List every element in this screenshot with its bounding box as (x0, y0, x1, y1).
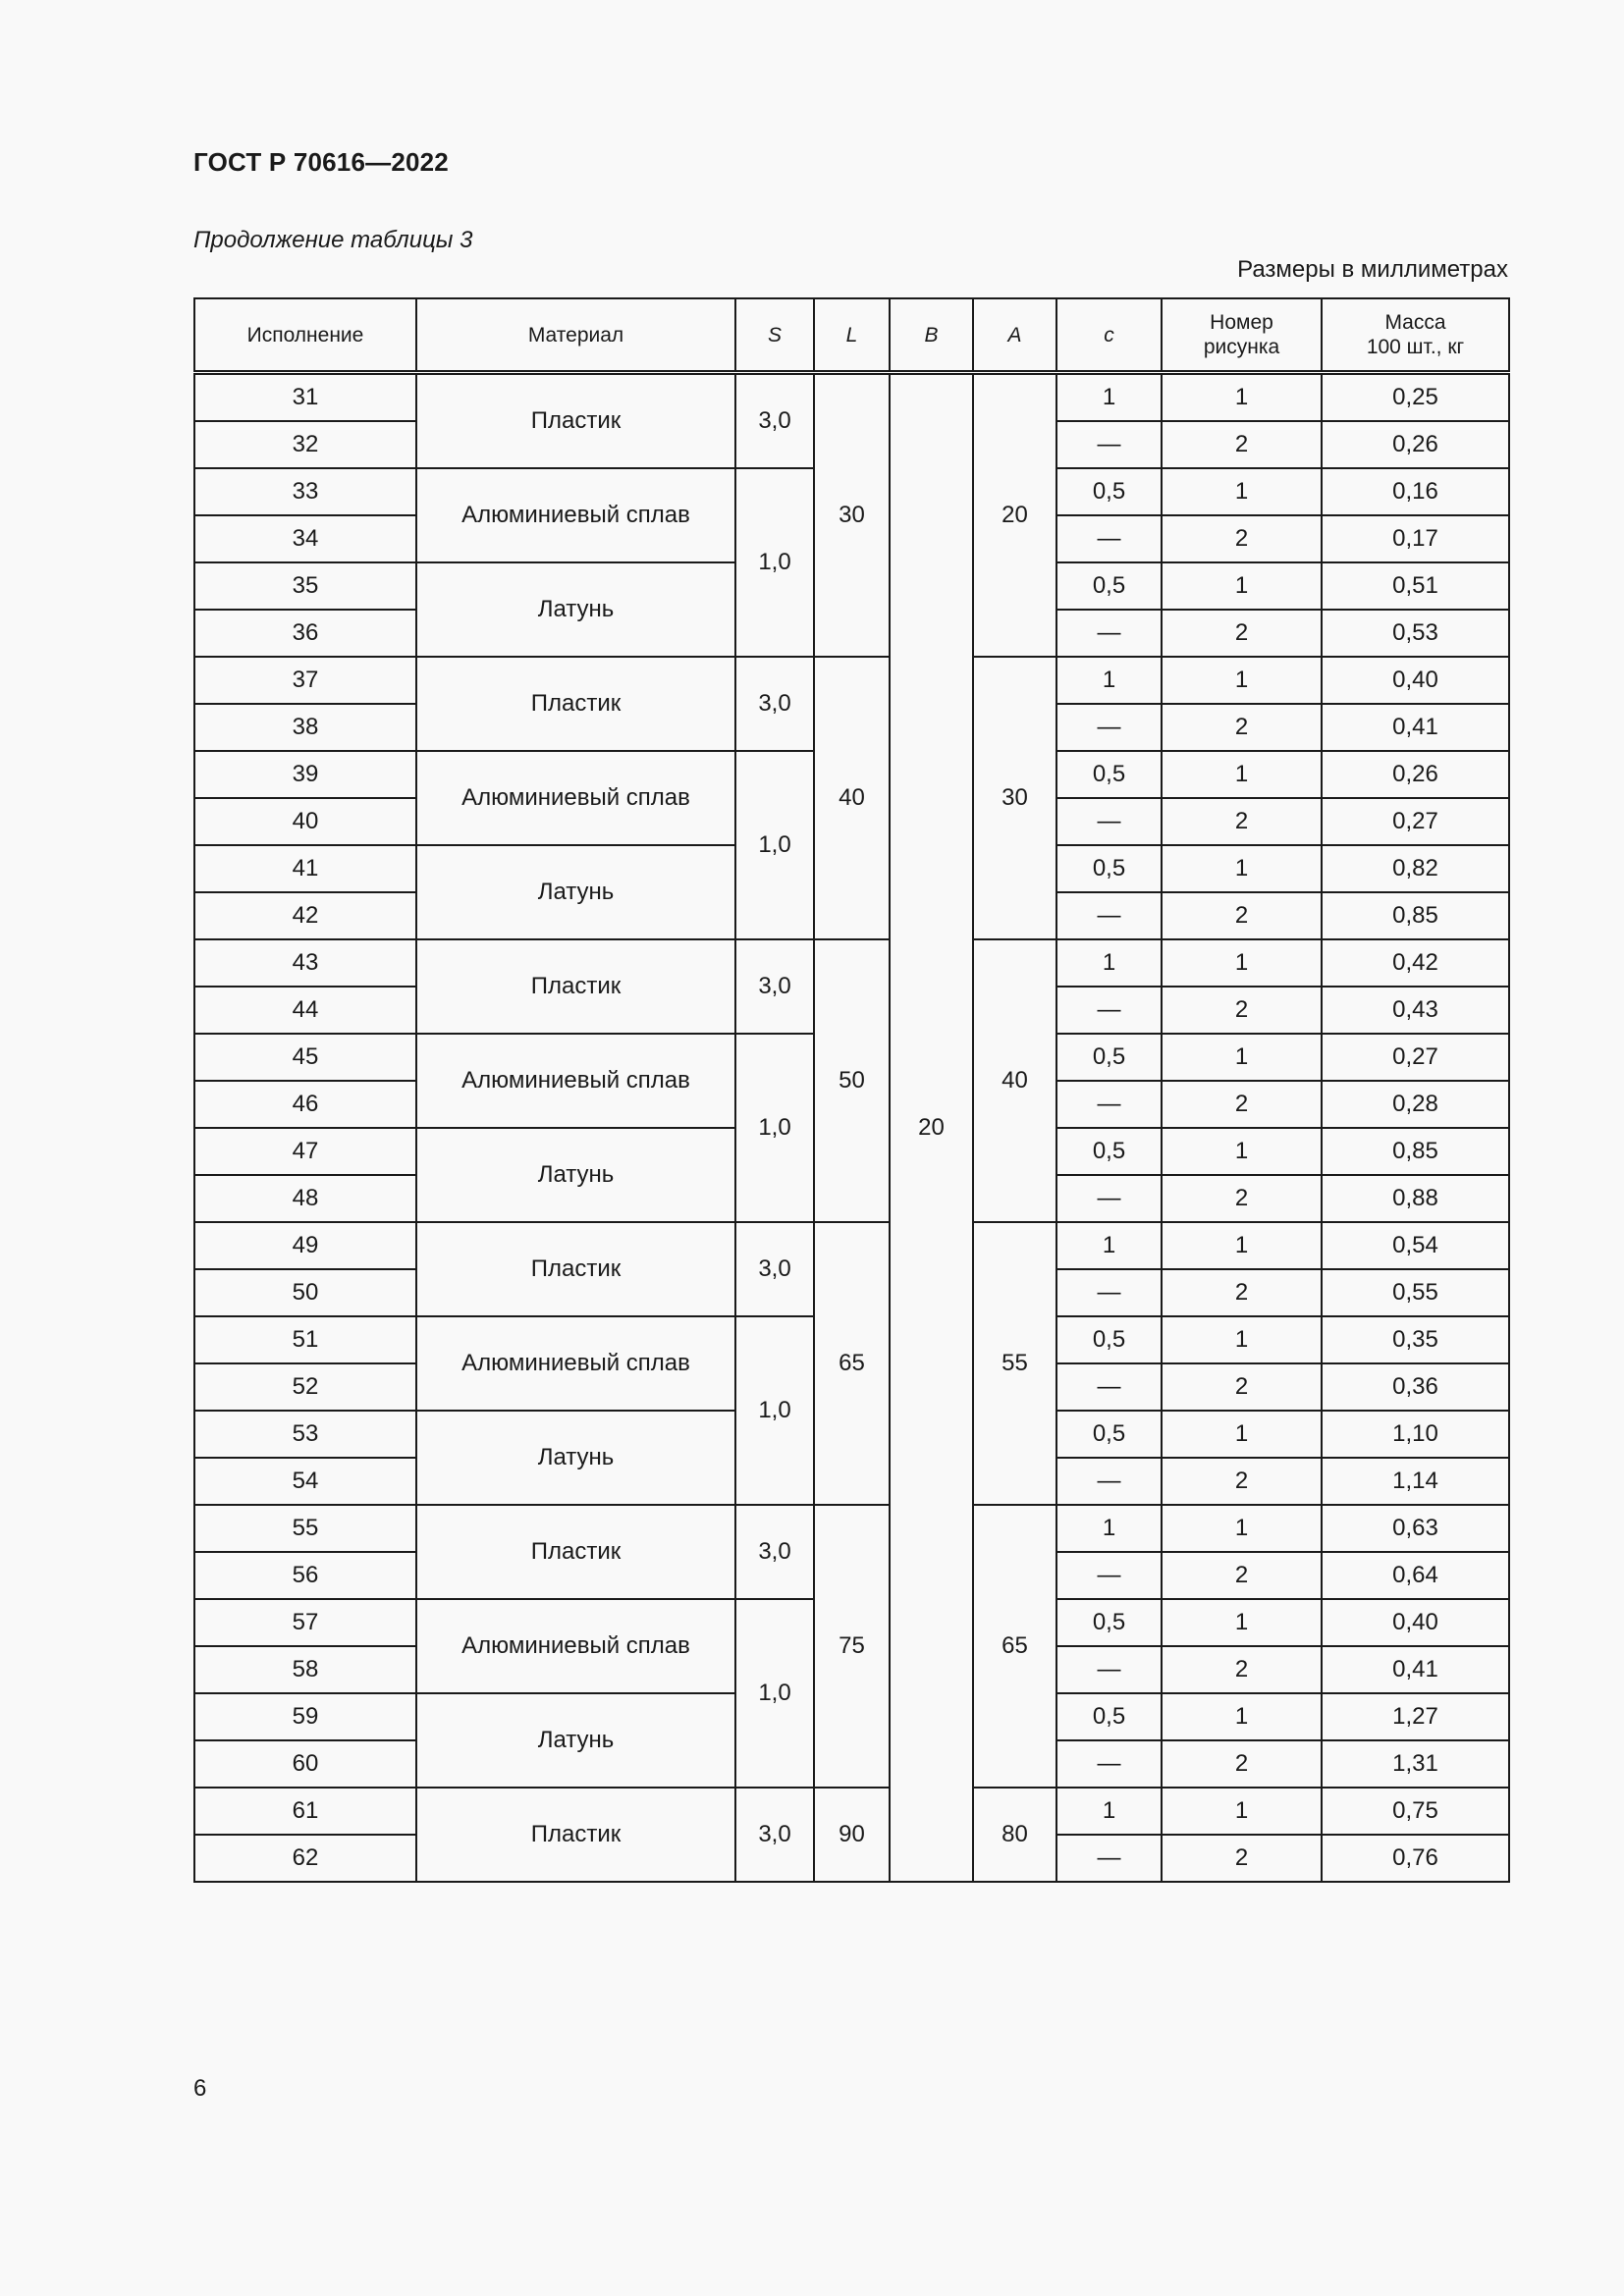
c-cell: 0,5 (1056, 1128, 1162, 1175)
table-row (194, 1505, 1509, 1552)
c-cell: — (1056, 1175, 1162, 1222)
s-cell: 3,0 (735, 1505, 814, 1599)
mass-cell: 0,35 (1322, 1316, 1509, 1363)
table-row (194, 657, 1509, 704)
mass-cell: 0,27 (1322, 1034, 1509, 1081)
mass-cell: 1,31 (1322, 1740, 1509, 1788)
figure-cell: 1 (1162, 373, 1322, 422)
table-row (194, 939, 1509, 987)
figure-cell: 1 (1162, 845, 1322, 892)
material-cell: Пластик (416, 657, 735, 751)
c-cell: — (1056, 1363, 1162, 1411)
material-cell: Латунь (416, 1128, 735, 1222)
s-cell: 3,0 (735, 373, 814, 469)
material-cell: Алюминиевый сплав (416, 1316, 735, 1411)
mass-cell: 0,26 (1322, 421, 1509, 468)
figure-cell: 1 (1162, 1788, 1322, 1835)
variant-cell: 56 (194, 1552, 416, 1599)
figure-cell: 1 (1162, 939, 1322, 987)
document-code: ГОСТ Р 70616—2022 (193, 147, 449, 177)
c-cell: 1 (1056, 657, 1162, 704)
mass-cell: 0,55 (1322, 1269, 1509, 1316)
figure-cell: 2 (1162, 1552, 1322, 1599)
column-header-s: S (735, 298, 814, 373)
variant-cell: 39 (194, 751, 416, 798)
figure-cell: 2 (1162, 1269, 1322, 1316)
mass-cell: 0,54 (1322, 1222, 1509, 1269)
variant-cell: 35 (194, 562, 416, 610)
c-cell: — (1056, 1740, 1162, 1788)
figure-cell: 2 (1162, 1740, 1322, 1788)
c-cell: — (1056, 704, 1162, 751)
figure-cell: 2 (1162, 892, 1322, 939)
s-cell: 3,0 (735, 657, 814, 751)
variant-cell: 51 (194, 1316, 416, 1363)
c-cell: 0,5 (1056, 845, 1162, 892)
a-cell: 65 (973, 1505, 1056, 1788)
figure-header-line-2: рисунка (1203, 336, 1280, 358)
c-cell: 0,5 (1056, 1316, 1162, 1363)
figure-cell: 2 (1162, 1081, 1322, 1128)
c-cell: 1 (1056, 1222, 1162, 1269)
material-cell: Пластик (416, 373, 735, 469)
figure-cell: 2 (1162, 1363, 1322, 1411)
s-cell: 1,0 (735, 468, 814, 657)
s-cell: 3,0 (735, 1788, 814, 1882)
mass-cell: 0,85 (1322, 1128, 1509, 1175)
figure-cell: 2 (1162, 798, 1322, 845)
mass-cell: 0,25 (1322, 373, 1509, 422)
mass-cell: 0,40 (1322, 1599, 1509, 1646)
variant-cell: 48 (194, 1175, 416, 1222)
mass-cell: 0,17 (1322, 515, 1509, 562)
figure-cell: 1 (1162, 1599, 1322, 1646)
figure-cell: 1 (1162, 1128, 1322, 1175)
mass-cell: 0,76 (1322, 1835, 1509, 1882)
figure-header-line-1: Номер (1210, 311, 1273, 334)
variant-cell: 31 (194, 373, 416, 422)
column-header-c: c (1056, 298, 1162, 373)
figure-cell: 2 (1162, 610, 1322, 657)
c-cell: 0,5 (1056, 1599, 1162, 1646)
c-cell: 0,5 (1056, 1411, 1162, 1458)
figure-cell: 1 (1162, 1411, 1322, 1458)
c-cell: — (1056, 1269, 1162, 1316)
material-cell: Алюминиевый сплав (416, 468, 735, 562)
figure-cell: 1 (1162, 468, 1322, 515)
variant-cell: 33 (194, 468, 416, 515)
c-cell: 1 (1056, 1788, 1162, 1835)
mass-cell: 1,27 (1322, 1693, 1509, 1740)
mass-cell: 0,36 (1322, 1363, 1509, 1411)
material-cell: Латунь (416, 1411, 735, 1505)
c-cell: 0,5 (1056, 1034, 1162, 1081)
c-cell: 0,5 (1056, 751, 1162, 798)
variant-cell: 55 (194, 1505, 416, 1552)
mass-cell: 0,40 (1322, 657, 1509, 704)
c-cell: — (1056, 798, 1162, 845)
figure-cell: 2 (1162, 1458, 1322, 1505)
material-cell: Пластик (416, 1505, 735, 1599)
mass-cell: 0,64 (1322, 1552, 1509, 1599)
material-cell: Алюминиевый сплав (416, 751, 735, 845)
column-header-variant: Исполнение (194, 298, 416, 373)
variant-cell: 60 (194, 1740, 416, 1788)
column-header-mass (1322, 298, 1509, 373)
figure-cell: 1 (1162, 1222, 1322, 1269)
mass-cell: 0,82 (1322, 845, 1509, 892)
c-cell: — (1056, 421, 1162, 468)
variant-cell: 37 (194, 657, 416, 704)
a-cell: 40 (973, 939, 1056, 1222)
c-cell: — (1056, 1552, 1162, 1599)
s-cell: 1,0 (735, 1316, 814, 1505)
material-cell: Пластик (416, 939, 735, 1034)
material-cell: Пластик (416, 1222, 735, 1316)
c-cell: — (1056, 610, 1162, 657)
s-cell: 1,0 (735, 1599, 814, 1788)
figure-cell: 1 (1162, 751, 1322, 798)
s-cell: 1,0 (735, 751, 814, 939)
variant-cell: 43 (194, 939, 416, 987)
variant-cell: 40 (194, 798, 416, 845)
variant-cell: 36 (194, 610, 416, 657)
a-cell: 80 (973, 1788, 1056, 1882)
material-cell: Алюминиевый сплав (416, 1599, 735, 1693)
variant-cell: 62 (194, 1835, 416, 1882)
s-cell: 3,0 (735, 939, 814, 1034)
figure-cell: 1 (1162, 1034, 1322, 1081)
c-cell: — (1056, 1835, 1162, 1882)
c-cell: — (1056, 515, 1162, 562)
variant-cell: 57 (194, 1599, 416, 1646)
figure-cell: 1 (1162, 1505, 1322, 1552)
table-row (194, 373, 1509, 422)
mass-cell: 0,51 (1322, 562, 1509, 610)
material-cell: Алюминиевый сплав (416, 1034, 735, 1128)
figure-cell: 1 (1162, 1693, 1322, 1740)
figure-cell: 2 (1162, 987, 1322, 1034)
a-cell: 20 (973, 373, 1056, 658)
figure-cell: 1 (1162, 1316, 1322, 1363)
variant-cell: 49 (194, 1222, 416, 1269)
mass-cell: 1,14 (1322, 1458, 1509, 1505)
mass-cell: 0,42 (1322, 939, 1509, 987)
variant-cell: 53 (194, 1411, 416, 1458)
s-cell: 1,0 (735, 1034, 814, 1222)
column-header-b: B (890, 298, 973, 373)
c-cell: 0,5 (1056, 468, 1162, 515)
c-cell: 0,5 (1056, 562, 1162, 610)
c-cell: — (1056, 892, 1162, 939)
mass-cell: 0,63 (1322, 1505, 1509, 1552)
column-header-a: A (973, 298, 1056, 373)
l-cell: 40 (814, 657, 890, 939)
a-cell: 55 (973, 1222, 1056, 1505)
mass-header-line-1: Масса (1384, 311, 1446, 334)
mass-cell: 0,88 (1322, 1175, 1509, 1222)
figure-cell: 2 (1162, 421, 1322, 468)
table-row (194, 1788, 1509, 1835)
l-cell: 50 (814, 939, 890, 1222)
mass-cell: 1,10 (1322, 1411, 1509, 1458)
c-cell: 1 (1056, 1505, 1162, 1552)
table-body (194, 373, 1509, 1883)
material-cell: Пластик (416, 1788, 735, 1882)
variant-cell: 59 (194, 1693, 416, 1740)
mass-cell: 0,26 (1322, 751, 1509, 798)
dimensions-table (193, 297, 1510, 1883)
figure-cell: 2 (1162, 1175, 1322, 1222)
material-cell: Латунь (416, 845, 735, 939)
column-header-material: Материал (416, 298, 735, 373)
variant-cell: 61 (194, 1788, 416, 1835)
variant-cell: 38 (194, 704, 416, 751)
c-cell: 1 (1056, 939, 1162, 987)
column-header-figure-number (1162, 298, 1322, 373)
page-number: 6 (193, 2075, 207, 2102)
figure-cell: 2 (1162, 704, 1322, 751)
mass-cell: 0,85 (1322, 892, 1509, 939)
variant-cell: 47 (194, 1128, 416, 1175)
column-header-l: L (814, 298, 890, 373)
a-cell: 30 (973, 657, 1056, 939)
variant-cell: 45 (194, 1034, 416, 1081)
variant-cell: 42 (194, 892, 416, 939)
b-cell: 20 (890, 373, 973, 1883)
figure-cell: 2 (1162, 515, 1322, 562)
table-header-row (194, 298, 1509, 373)
mass-cell: 0,27 (1322, 798, 1509, 845)
l-cell: 30 (814, 373, 890, 658)
material-cell: Латунь (416, 562, 735, 657)
variant-cell: 46 (194, 1081, 416, 1128)
mass-cell: 0,75 (1322, 1788, 1509, 1835)
l-cell: 65 (814, 1222, 890, 1505)
variant-cell: 41 (194, 845, 416, 892)
mass-header-line-2: 100 шт., кг (1366, 336, 1465, 358)
variant-cell: 32 (194, 421, 416, 468)
variant-cell: 50 (194, 1269, 416, 1316)
l-cell: 75 (814, 1505, 890, 1788)
figure-cell: 2 (1162, 1646, 1322, 1693)
material-cell: Латунь (416, 1693, 735, 1788)
figure-cell: 2 (1162, 1835, 1322, 1882)
s-cell: 3,0 (735, 1222, 814, 1316)
c-cell: 1 (1056, 373, 1162, 422)
table-row (194, 1222, 1509, 1269)
variant-cell: 54 (194, 1458, 416, 1505)
variant-cell: 44 (194, 987, 416, 1034)
figure-cell: 1 (1162, 562, 1322, 610)
variant-cell: 34 (194, 515, 416, 562)
mass-cell: 0,43 (1322, 987, 1509, 1034)
c-cell: — (1056, 1458, 1162, 1505)
table-caption: Продолжение таблицы 3 (193, 227, 473, 253)
c-cell: — (1056, 987, 1162, 1034)
mass-cell: 0,53 (1322, 610, 1509, 657)
mass-cell: 0,16 (1322, 468, 1509, 515)
l-cell: 90 (814, 1788, 890, 1882)
mass-cell: 0,41 (1322, 1646, 1509, 1693)
figure-cell: 1 (1162, 657, 1322, 704)
variant-cell: 58 (194, 1646, 416, 1693)
c-cell: — (1056, 1081, 1162, 1128)
units-note: Размеры в миллиметрах (1237, 256, 1508, 283)
variant-cell: 52 (194, 1363, 416, 1411)
mass-cell: 0,41 (1322, 704, 1509, 751)
c-cell: 0,5 (1056, 1693, 1162, 1740)
mass-cell: 0,28 (1322, 1081, 1509, 1128)
c-cell: — (1056, 1646, 1162, 1693)
